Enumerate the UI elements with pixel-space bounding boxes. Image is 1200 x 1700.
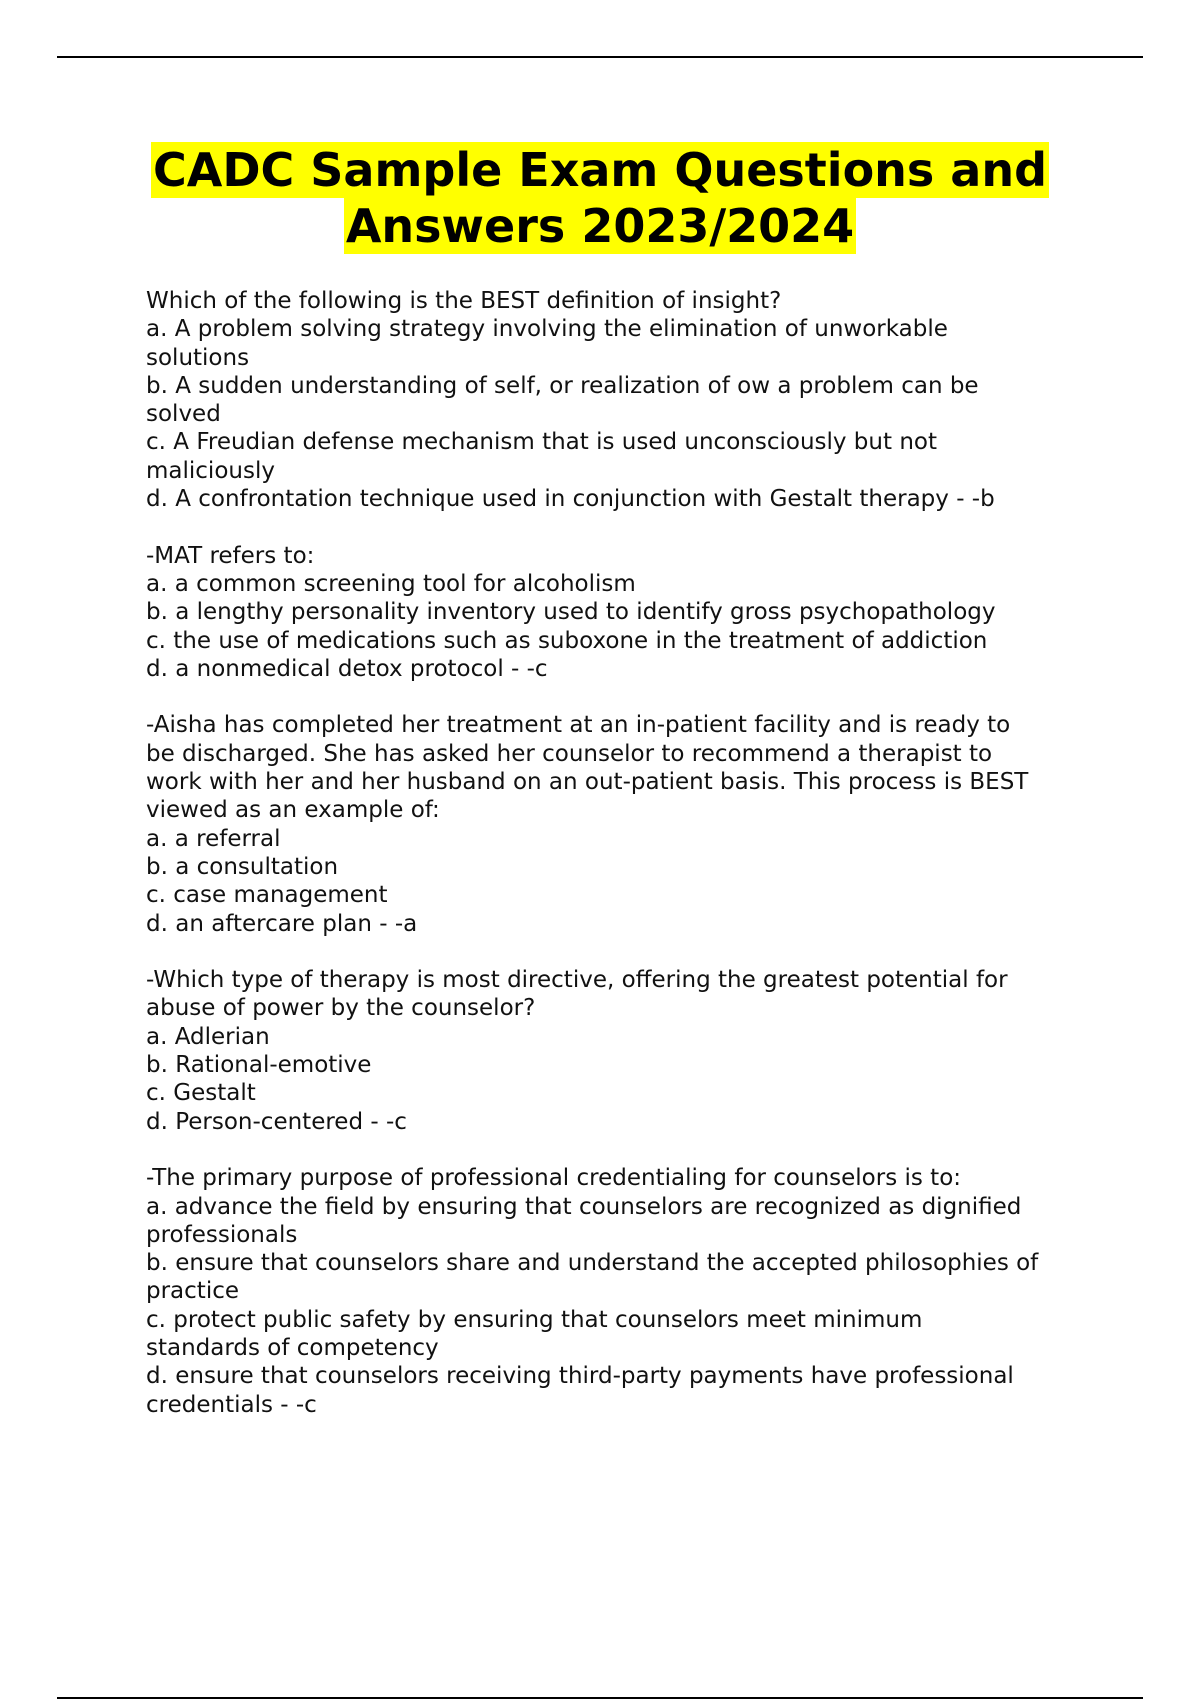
bottom-rule <box>57 1697 1143 1699</box>
question-line: d. Person-centered - -c <box>146 1108 407 1135</box>
question-line: maliciously <box>146 457 275 484</box>
question-line: be discharged. She has asked her counselor to recommend a therapist to <box>146 740 993 767</box>
question-line: abuse of power by the counselor? <box>146 995 536 1022</box>
question-line: c. case management <box>146 882 388 909</box>
question-line: c. protect public safety by ensuring that counselors meet minimum <box>146 1306 923 1333</box>
question-line: -Which type of therapy is most directive, offering the greatest potential for <box>146 967 1008 994</box>
question-line: b. ensure that counselors share and understand the accepted philosophies of <box>146 1250 1039 1277</box>
question-line: a. advance the field by ensuring that counselors are recognized as dignified <box>146 1193 1022 1220</box>
top-rule <box>57 56 1143 58</box>
question-2 <box>146 542 1096 683</box>
question-line: a. a referral <box>146 825 281 852</box>
question-line: -MAT refers to: <box>146 542 315 569</box>
question-5 <box>146 1164 1096 1419</box>
title-line-2: Answers 2023/2024 <box>345 199 855 253</box>
question-line: c. Gestalt <box>146 1080 256 1107</box>
question-line: solutions <box>146 344 250 371</box>
question-line: standards of competency <box>146 1334 439 1361</box>
question-line: b. Rational-emotive <box>146 1052 372 1079</box>
question-line: a. Adlerian <box>146 1023 270 1050</box>
question-line: work with her and her husband on an out-patient basis. This process is BEST <box>146 769 1029 796</box>
question-line: b. a consultation <box>146 853 339 880</box>
question-3 <box>146 711 1096 937</box>
question-4 <box>146 966 1096 1136</box>
title-line-1: CADC Sample Exam Questions and <box>152 143 1048 197</box>
question-line: viewed as an example of: <box>146 797 440 824</box>
question-line: Which of the following is the BEST definition of insight? <box>146 288 782 314</box>
question-line: -The primary purpose of professional credentialing for counselors is to: <box>146 1165 962 1192</box>
question-line: solved <box>146 401 221 428</box>
question-line: a. a common screening tool for alcoholism <box>146 570 636 597</box>
question-line: a. A problem solving strategy involving the elimination of unworkable <box>146 316 948 343</box>
question-line: credentials - -c <box>146 1391 317 1418</box>
question-line: d. ensure that counselors receiving third-party payments have professional <box>146 1363 1014 1390</box>
question-line: c. A Freudian defense mechanism that is used unconsciously but not <box>146 429 937 456</box>
question-line: d. A confrontation technique used in conjunction with Gestalt therapy - -b <box>146 486 995 513</box>
question-line: practice <box>146 1278 239 1305</box>
question-line: d. an aftercare plan - -a <box>146 910 418 937</box>
question-1 <box>146 287 1096 513</box>
question-line: -Aisha has completed her treatment at an in-patient facility and is ready to <box>146 712 1011 739</box>
question-line: d. a nonmedical detox protocol - -c <box>146 655 548 682</box>
question-line: b. a lengthy personality inventory used to identify gross psychopathology <box>146 599 996 626</box>
document-title <box>100 142 1100 254</box>
question-line: professionals <box>146 1221 298 1248</box>
question-line: c. the use of medications such as suboxone in the treatment of addiction <box>146 627 988 654</box>
questions-body <box>146 287 1096 1447</box>
question-line: b. A sudden understanding of self, or realization of ow a problem can be <box>146 372 979 399</box>
